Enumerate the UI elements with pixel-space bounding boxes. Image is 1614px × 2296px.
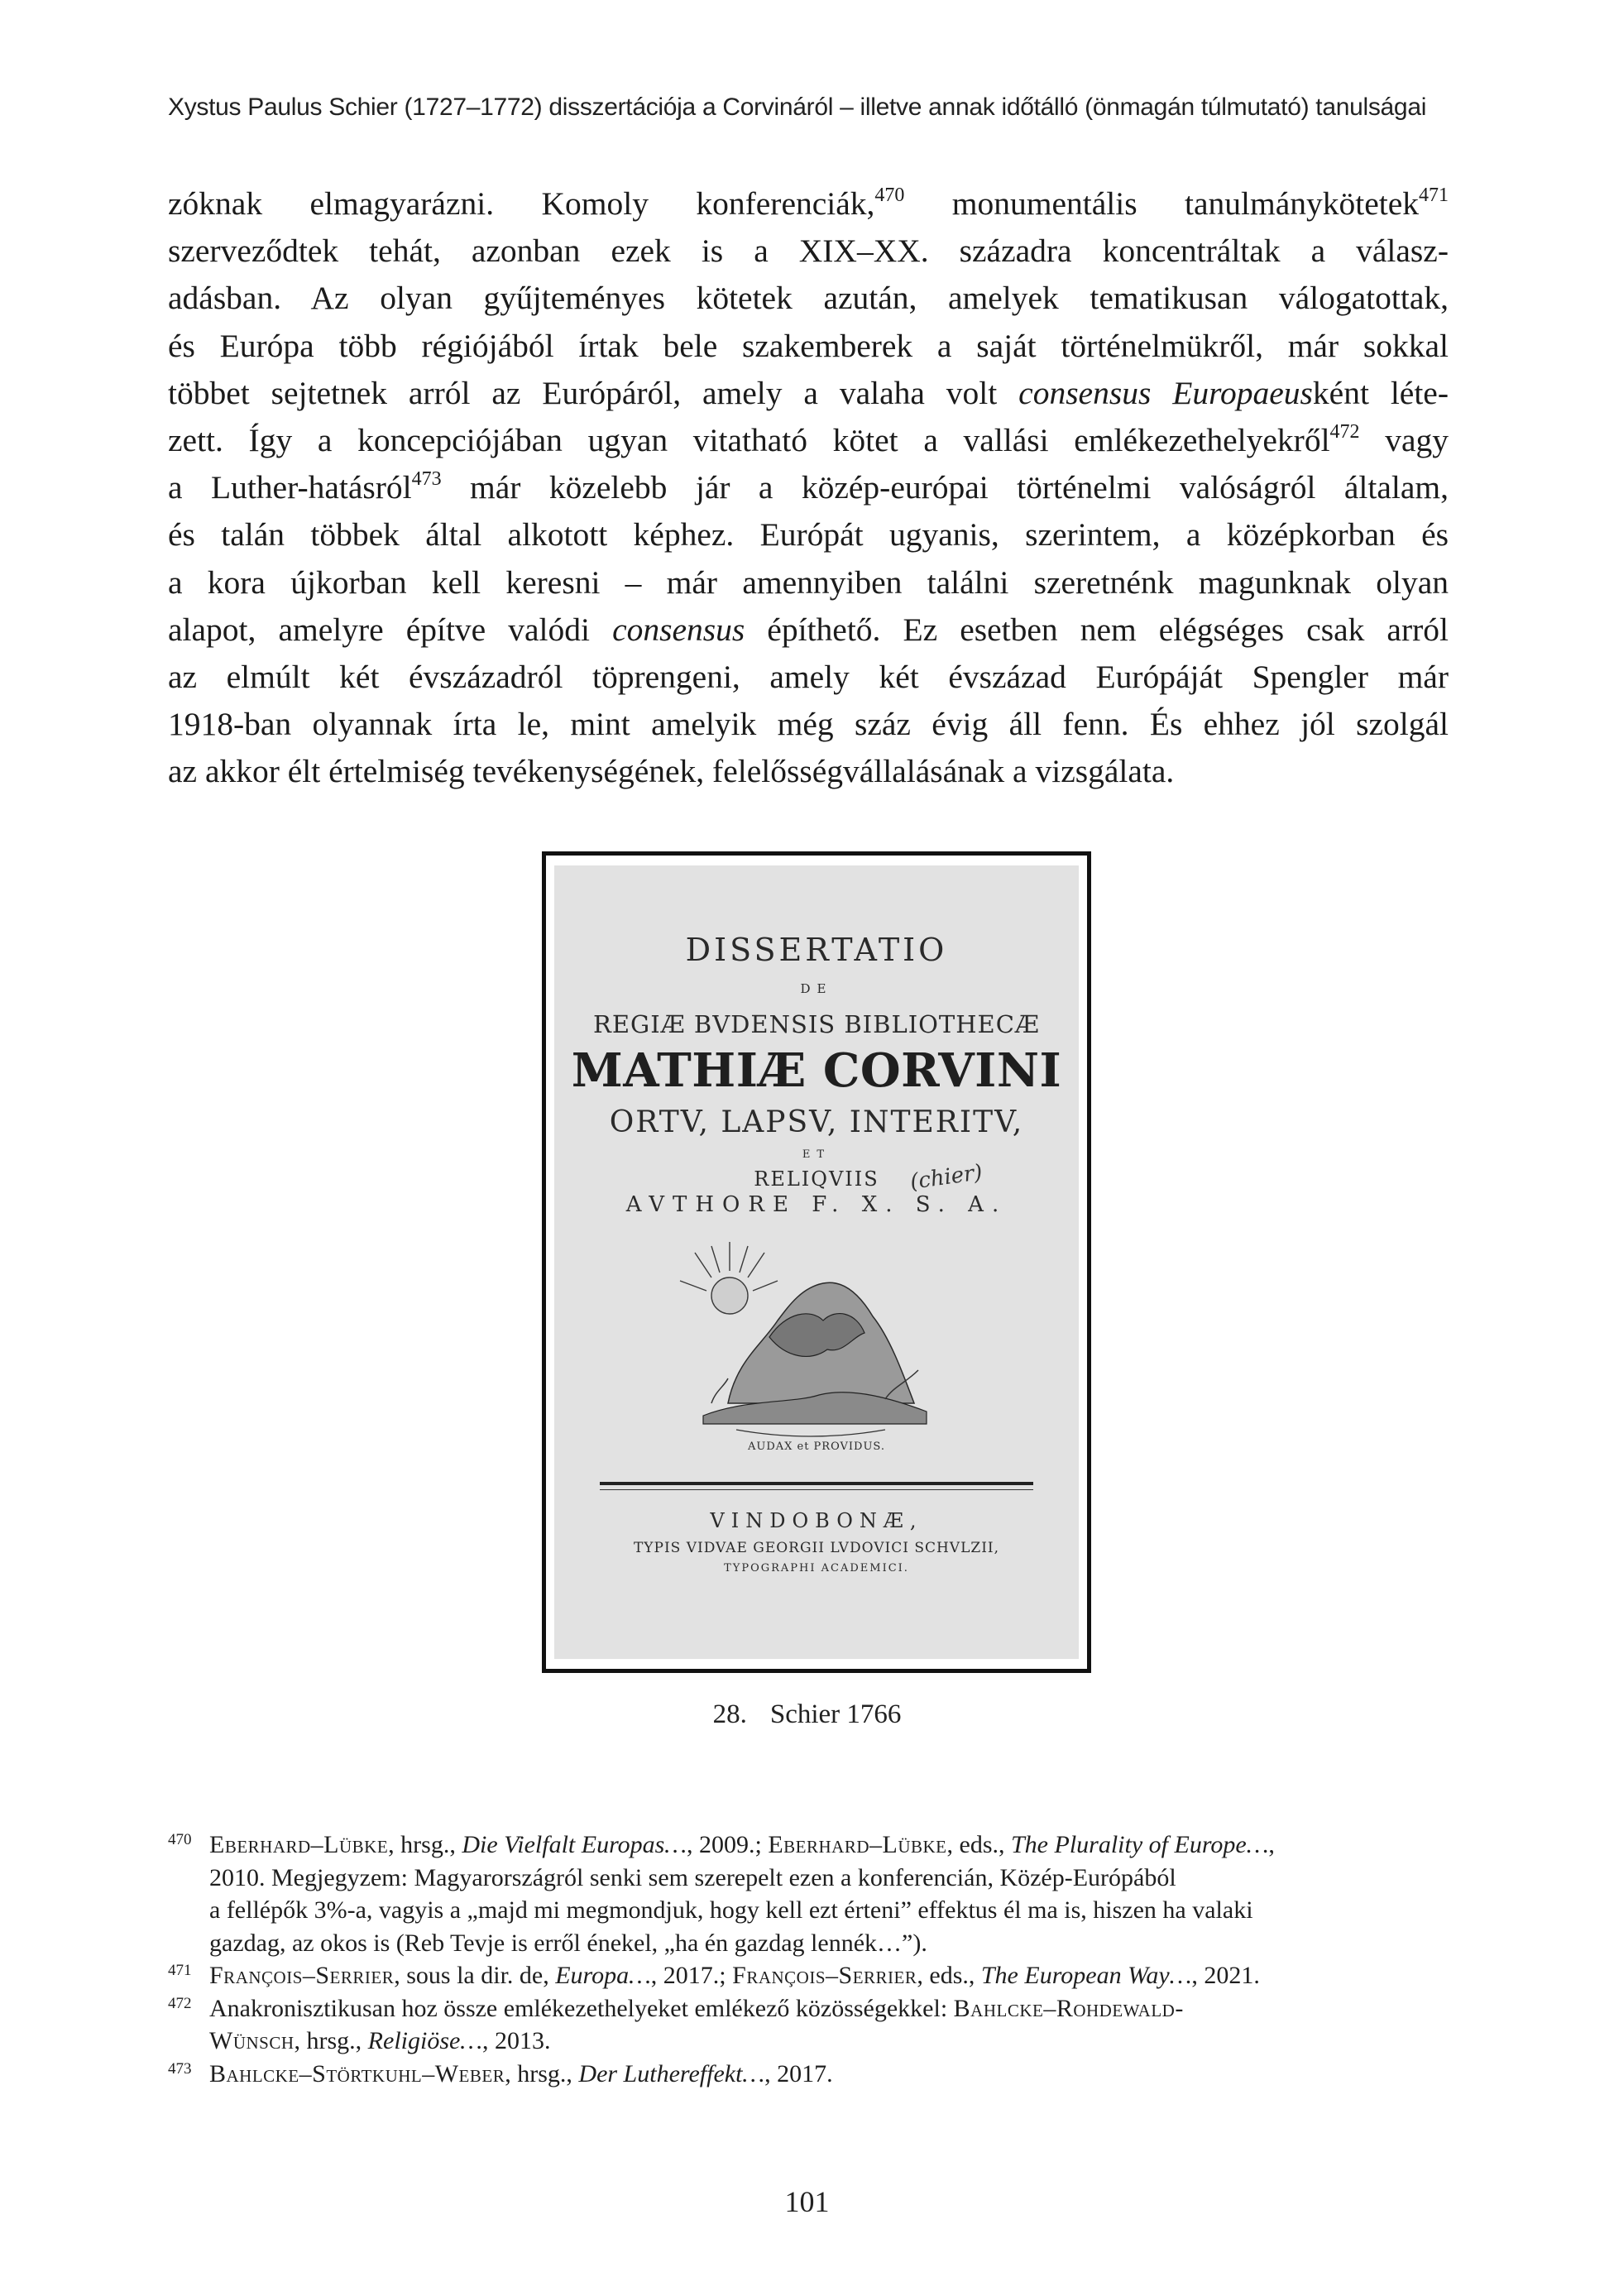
- figure-number: 28.: [712, 1699, 747, 1729]
- italic-term: consensus: [612, 611, 745, 648]
- body-line: és talán többek által alkotott képhez. Európát ugyanis, szerintem, a középkorban és: [168, 516, 1449, 554]
- footnote-ref-473[interactable]: 473: [411, 468, 442, 491]
- body-line: szerveződtek tehát, azonban ezek is a XIX–XX. századra koncentráltak a válasz-: [168, 232, 1449, 270]
- footnote-472: [168, 1992, 1449, 2058]
- page-number: 101: [784, 2185, 830, 2218]
- title-page-line: ORTV, LAPSV, INTERITV,: [609, 1105, 1024, 1139]
- vignette-motto: AUDAX et PROVIDUS.: [747, 1440, 886, 1453]
- footnote-ref-472[interactable]: 472: [1329, 420, 1360, 443]
- figure-caption-text: Schier 1766: [769, 1699, 902, 1729]
- footnotes: [168, 1829, 1449, 2090]
- imprint-place: VINDOBONÆ,: [710, 1509, 923, 1532]
- title-page-author-line: AVTHORE F. X. S. A.: [625, 1192, 1008, 1217]
- footnote-line: gazdag, az okos is (Reb Tevje is erről énekel, „ha én gazdag lennék…”).: [209, 1929, 927, 1957]
- title-page-line: DISSERTATIO: [685, 932, 948, 968]
- title-page-line: REGIÆ BVDENSIS BIBLIOTHECÆ: [593, 1010, 1040, 1038]
- title-page-main-title: MATHIÆ CORVINI: [571, 1043, 1062, 1098]
- title-page-line: ET: [802, 1148, 831, 1161]
- body-line: a Luther-hatásról$^{473}$ már közelebb jár a közép-európai történelmi valóságról általam,: [168, 468, 1449, 506]
- footnote-line: Anakronisztikusan hoz össze emlékezethelyeket emlékező közösségekkel: Bahlcke–Rohdewald-: [209, 1994, 1184, 2022]
- title-page-rule: [600, 1489, 1033, 1490]
- footnote-470: [168, 1829, 1449, 1959]
- footnote-number: 471: [168, 1962, 192, 1979]
- footnote-number: 473: [168, 2059, 192, 2078]
- body-line: zóknak elmagyarázni. Komoly konferenciák,$^{470}$ monumentális tanulmánykötetek$^{471}$: [168, 185, 1449, 222]
- footnote-line: Eberhard–Lübke, hrsg., Die Vielfalt Europas…, 2009.; Eberhard–Lübke, eds., The Plurality of Europe…,: [209, 1831, 1275, 1858]
- body-line: 1918-ban olyannak írta le, mint amelyik még száz évig áll fenn. És ehhez jól szolgál: [168, 706, 1449, 743]
- footnote-ref-470[interactable]: 470: [874, 185, 905, 206]
- body-paragraph: [168, 180, 1449, 795]
- title-page-rule: [600, 1482, 1033, 1485]
- title-page-line: DE: [800, 981, 833, 996]
- body-line: többet sejtetnek arról az Európáról, amely a valaha volt consensus Europaeusként léte-: [168, 374, 1449, 411]
- body-line: a kora újkorban kell keresni – már amennyiben találni szeretnénk magunknak olyan: [168, 563, 1449, 601]
- footnote-number: 470: [168, 1831, 192, 1848]
- footnote-line: Bahlcke–Störtkuhl–Weber, hrsg., Der Luthereffekt…, 2017.: [209, 2059, 833, 2087]
- footnote-line: François–Serrier, sous la dir. de, Europa…, 2017.; François–Serrier, eds., The European Way…, 2021.: [209, 1962, 1260, 1989]
- handwritten-annotation: (chier): [908, 1160, 984, 1195]
- footnote-line: 2010. Megjegyzem: Magyarországról senki sem szerepelt ezen a konferencián, Közép-Európából: [209, 1863, 1176, 1891]
- running-head: Xystus Paulus Schier (1727–1772) disszertációja a Corvináról – illetve annak időtálló (önmagán túlmutató) tanulságai: [168, 93, 1427, 121]
- imprint-printer: TYPIS VIDVAE GEORGII LVDOVICI SCHVLZII,: [633, 1540, 1000, 1556]
- footnote-line: Wünsch, hrsg., Religiöse…, 2013.: [209, 2027, 551, 2054]
- body-line: zett. Így a koncepciójában ugyan vitatható kötet a vallási emlékezethelyekről$^{472}$ vagy: [168, 420, 1449, 458]
- footnote-471: [168, 1959, 1449, 1992]
- body-line: adásban. Az olyan gyűjteményes kötetek azután, amelyek tematikusan válogatottak,: [168, 280, 1449, 317]
- footnote-number: 472: [168, 1994, 192, 2012]
- footnote-ref-471[interactable]: 471: [1419, 185, 1449, 206]
- footnote-line: a fellépők 3%-a, vagyis a „majd mi megmondjuk, hogy kell ezt érteni” effektus él ma is, hiszen ha valaki: [209, 1896, 1253, 1924]
- italic-term: consensus Europaeus: [1018, 374, 1313, 411]
- figure-caption: [0, 1699, 1614, 1730]
- title-page-line: RELIQVIIS: [754, 1167, 879, 1191]
- imprint-printer-title: TYPOGRAPHI ACADEMICI.: [724, 1562, 909, 1575]
- body-line: alapot, amelyre építve valódi consensus építhető. Ez esetben nem elégséges csak arról: [168, 611, 1449, 648]
- body-line: az akkor élt értelmiség tevékenységének, felelősségvállalásának a vizsgálata.: [168, 753, 1175, 790]
- title-page-scan: [554, 865, 1079, 1659]
- figure-title-page-image: [542, 851, 1091, 1673]
- body-line: az elmúlt két évszázadról töprengeni, amely két évszázad Európáját Spengler már: [168, 658, 1449, 695]
- footnote-473: [168, 2058, 1449, 2091]
- printers-device-vignette: [678, 1238, 943, 1453]
- body-line: és Európa több régiójából írtak bele szakemberek a saját történelmükről, már sokkal: [168, 327, 1449, 364]
